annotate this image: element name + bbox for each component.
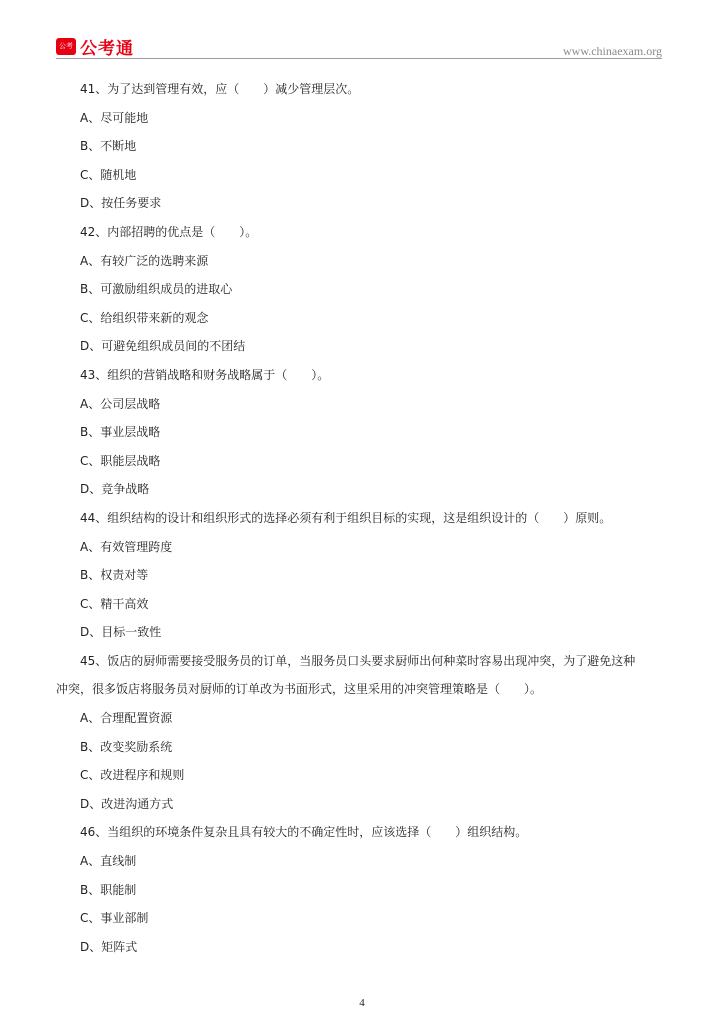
option-44-a: A、有效管理跨度: [80, 539, 173, 554]
option-46-a: A、直线制: [80, 854, 137, 869]
header-divider: [56, 58, 662, 59]
option-41-d: D、按任务要求: [80, 196, 162, 211]
option-41-c: C、随机地: [80, 167, 137, 182]
page-number: 4: [359, 997, 365, 1009]
question-43: 43、组织的营销战略和财务战略属于（ ）。: [80, 367, 330, 382]
option-46-b: B、职能制: [80, 882, 137, 897]
option-43-c: C、职能层战略: [80, 453, 161, 468]
option-43-b: B、事业层战略: [80, 425, 161, 440]
option-45-a: A、合理配置资源: [80, 711, 173, 726]
option-43-d: D、竞争战略: [80, 482, 150, 497]
site-url[interactable]: www.chinaexam.org: [563, 44, 662, 58]
option-45-d: D、改进沟通方式: [80, 796, 174, 811]
question-46: 46、当组织的环境条件复杂且具有较大的不确定性时，应该选择（ ）组织结构。: [80, 825, 528, 840]
option-45-c: C、改进程序和规则: [80, 768, 185, 783]
option-42-c: C、给组织带来新的观念: [80, 310, 209, 325]
option-43-a: A、公司层战略: [80, 396, 161, 411]
question-45-continued: 冲突，很多饭店将服务员对厨师的订单改为书面形式，这里采用的冲突管理策略是（ ）。: [56, 682, 543, 697]
option-44-c: C、精干高效: [80, 596, 149, 611]
option-41-b: B、不断地: [80, 139, 137, 154]
option-46-d: D、矩阵式: [80, 939, 138, 954]
option-44-d: D、目标一致性: [80, 625, 162, 640]
question-45: 45、饭店的厨师需要接受服务员的订单，当服务员口头要求厨师出何种菜时容易出现冲突，为了避免这种: [80, 653, 636, 668]
question-list: [56, 75, 662, 961]
brand-name: 公考通: [80, 39, 134, 59]
option-42-a: A、有较广泛的选聘来源: [80, 253, 209, 268]
page-header: [56, 34, 662, 67]
option-45-b: B、改变奖励系统: [80, 739, 173, 754]
brand-logo[interactable]: [56, 34, 134, 67]
option-46-c: C、事业部制: [80, 911, 149, 926]
option-44-b: B、权责对等: [80, 568, 149, 583]
question-44: 44、组织结构的设计和组织形式的选择必须有利于组织目标的实现，这是组织设计的（ ）原则。: [80, 510, 612, 525]
option-41-a: A、尽可能地: [80, 110, 149, 125]
option-42-d: D、可避免组织成员间的不团结: [80, 339, 246, 354]
brand-logo-icon: 公考通: [56, 38, 76, 55]
question-41: 41、为了达到管理有效，应（ ）减少管理层次。: [80, 82, 360, 96]
option-42-b: B、可激励组织成员的进取心: [80, 282, 233, 297]
question-42: 42、内部招聘的优点是（ ）。: [80, 224, 258, 239]
